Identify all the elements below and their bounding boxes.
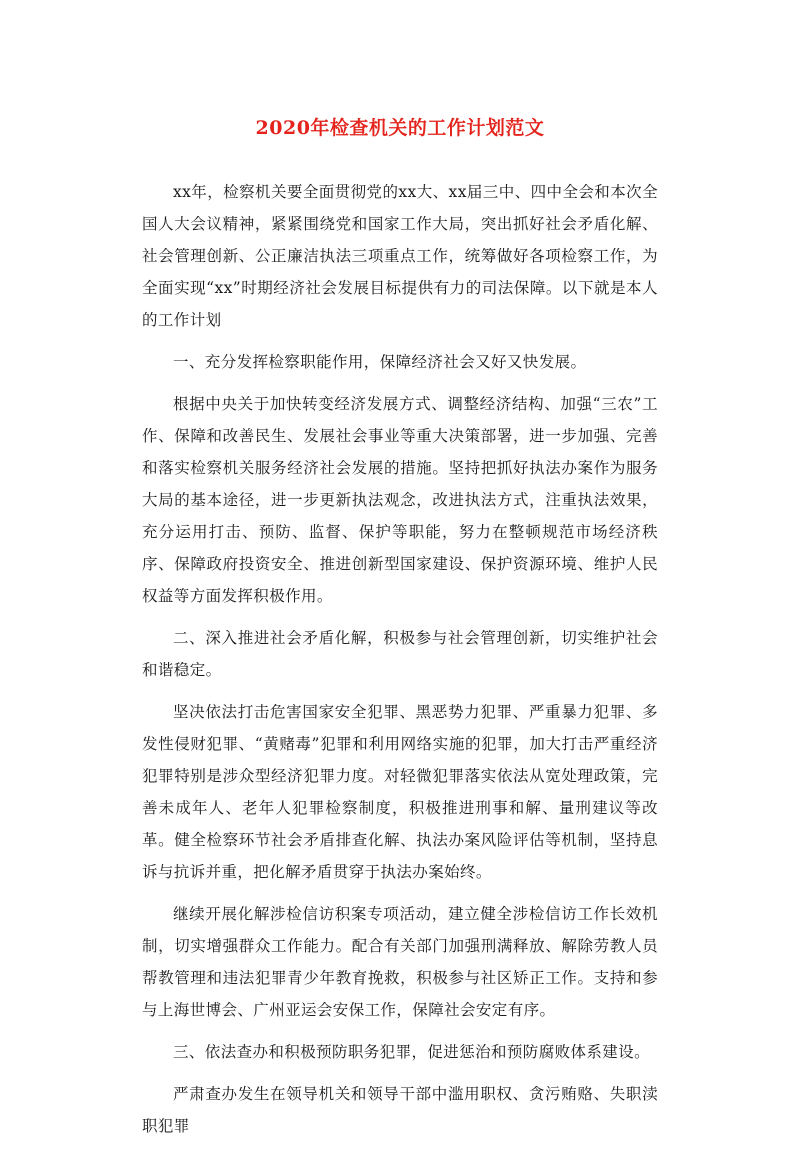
paragraph-intro: xx年，检察机关要全面贯彻党的xx大、xx届三中、四中全会和本次全国人大会议精神，紧紧围绕党和国家工作大局，突出抓好社会矛盾化解、社会管理创新、公正廉洁执法三项重点工作，统筹做好各项检察工作，为全面实现“xx”时期经济社会发展目标提供有力的司法保障。以下就是本人的工作计划 [142,183,658,329]
paragraph-section-1: 根据中央关于加快转变经济发展方式、调整经济结构、加强“三农”工作、保障和改善民生、发展社会事业等重大决策部署，进一步加强、完善和落实检察机关服务经济社会发展的措施。坚持把抓好执法办案作为服务大局的基本途径，进一步更新执法观念，改进执法方式，注重执法效果，充分运用打击、预防、监督、保护等职能，努力在整顿规范市场经济秩序、保障政府投资安全、推进创新型国家建设、保护资源环境、维护人民权益等方面发挥积极作用。 [142,395,658,605]
document-title: 2020年检查机关的工作计划范文 [255,117,545,139]
paragraph-section-3: 严肃查办发生在领导机关和领导干部中滥用职权、贪污贿赂、失职渎职犯罪 [142,1085,658,1135]
section-heading-2: 二、深入推进社会矛盾化解，积极参与社会管理创新，切实维护社会和谐稳定。 [142,629,658,679]
section-heading-3: 三、依法查办和积极预防职务犯罪，促进惩治和预防腐败体系建设。 [173,1043,651,1061]
section-heading-1: 一、充分发挥检察职能作用，保障经济社会又好又快发展。 [173,353,587,371]
document-body [142,176,658,1152]
paragraph-section-2a: 坚决依法打击危害国家安全犯罪、黑恶势力犯罪、严重暴力犯罪、多发性侵财犯罪、“黄赌毒”犯罪和利用网络实施的犯罪，加大打击严重经济犯罪特别是涉众型经济犯罪力度。对轻微犯罪落实依法从宽处理政策，完善未成年人、老年人犯罪检察制度，积极推进刑事和解、量刑建议等改革。健全检察环节社会矛盾排查化解、执法办案风险评估等机制，坚持息诉与抗诉并重，把化解矛盾贯穿于执法办案始终。 [142,703,658,881]
paragraph-section-2b: 继续开展化解涉检信访积案专项活动，建立健全涉检信访工作长效机制，切实增强群众工作能力。配合有关部门加强刑满释放、解除劳教人员帮教管理和违法犯罪青少年教育挽救，积极参与社区矫正工作。支持和参与上海世博会、广州亚运会安保工作，保障社会安定有序。 [142,905,658,1019]
